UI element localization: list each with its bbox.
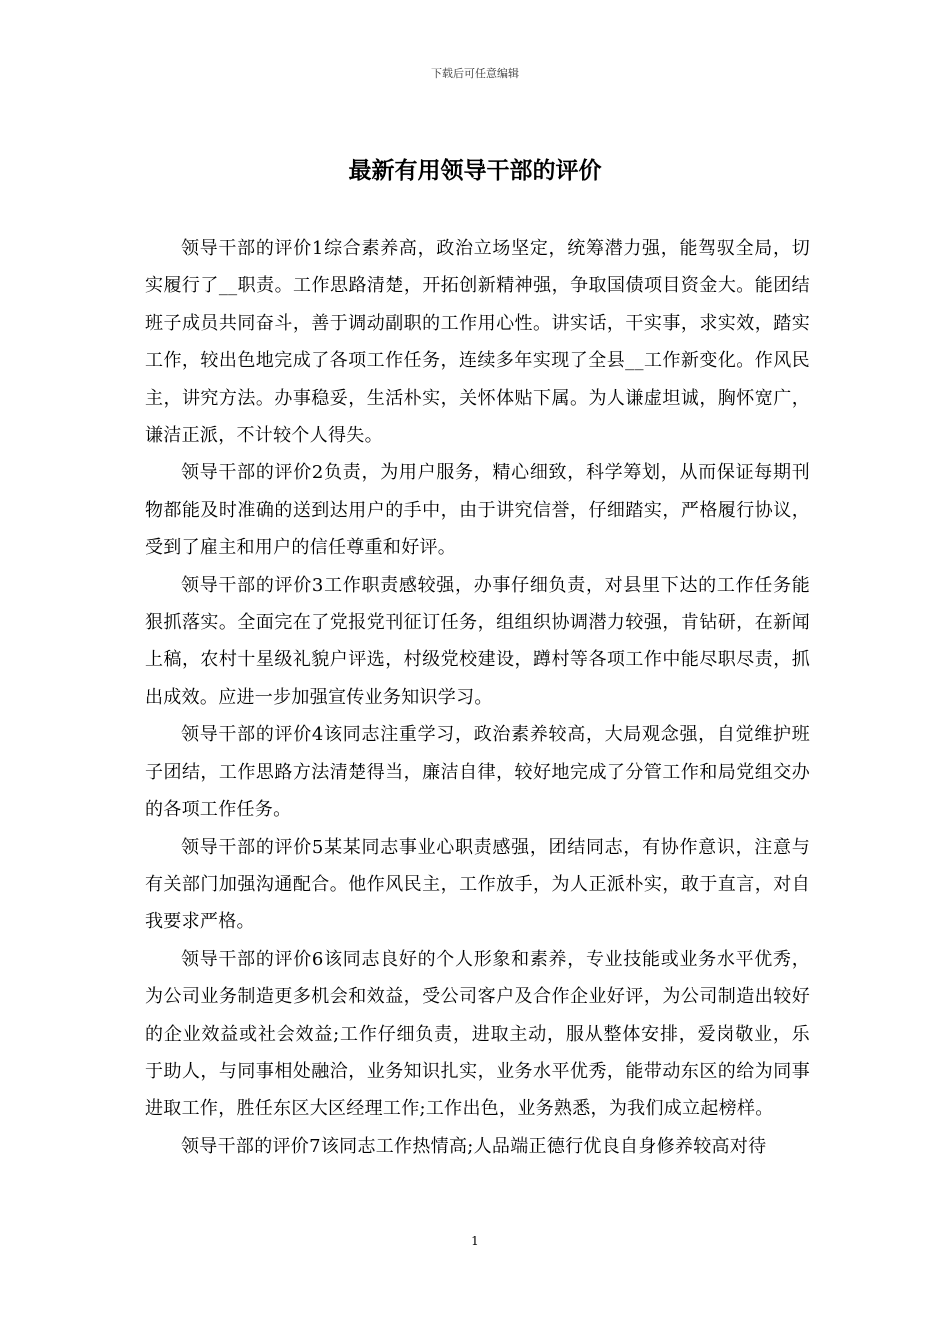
paragraph-5: 领导干部的评价5某某同志事业心职责感强，团结同志，有协作意识，注意与有关部门加强沟通配合。他作风民主，工作放手，为人正派朴实，敢于直言，对自我要求严格。 (145, 836, 810, 933)
paragraph-7: 领导干部的评价7该同志工作热情高;人品端正德行优良自身修养较高对待 (181, 1135, 767, 1157)
document-body (145, 230, 810, 1165)
paragraph-1: 领导干部的评价1综合素养高，政治立场坚定，统筹潜力强，能驾驭全局，切实履行了__职责。工作思路清楚，开拓创新精神强，争取国债项目资金大。能团结班子成员共同奋斗，善于调动副职的工作用心性。讲实话，干实事，求实效，踏实工作，较出色地完成了各项工作任务，连续多年实现了全县__工作新变化。作风民主，讲究方法。办事稳妥，生活朴实，关怀体贴下属。为人谦虚坦诚，胸怀宽广，谦洁正派，不计较个人得失。 (145, 238, 810, 447)
document-title: 最新有用领导干部的评价 (348, 157, 602, 184)
paragraph-2: 领导干部的评价2负责，为用户服务，精心细致，科学筹划，从而保证每期刊物都能及时准确的送到达用户的手中，由于讲究信誉，仔细踏实，严格履行协议，受到了雇主和用户的信任尊重和好评。 (145, 462, 810, 559)
paragraph-4: 领导干部的评价4该同志注重学习，政治素养较高，大局观念强，自觉维护班子团结，工作思路方法清楚得当，廉洁自律，较好地完成了分管工作和局党组交办的各项工作任务。 (145, 724, 810, 821)
paragraph-6: 领导干部的评价6该同志良好的个人形象和素养，专业技能或业务水平优秀，为公司业务制造更多机会和效益，受公司客户及合作企业好评，为公司制造出较好的企业效益或社会效益;工作仔细负责，进取主动，服从整体安排，爱岗敬业，乐于助人，与同事相处融洽，业务知识扎实，业务水平优秀，能带动东区的给为同事进取工作，胜任东区大区经理工作;工作出色，业务熟悉，为我们成立起榜样。 (145, 948, 810, 1120)
page-number: 1 (471, 1234, 479, 1248)
paragraph-3: 领导干部的评价3工作职责感较强，办事仔细负责，对县里下达的工作任务能狠抓落实。全面完在了党报党刊征订任务，组组织协调潜力较强，肯钻研，在新闻上稿，农村十星级礼貌户评选，村级党校建设，蹲村等各项工作中能尽职尽责，抓出成效。应进一步加强宣传业务知识学习。 (145, 574, 810, 708)
page-header: 下载后可任意编辑 (431, 67, 519, 80)
